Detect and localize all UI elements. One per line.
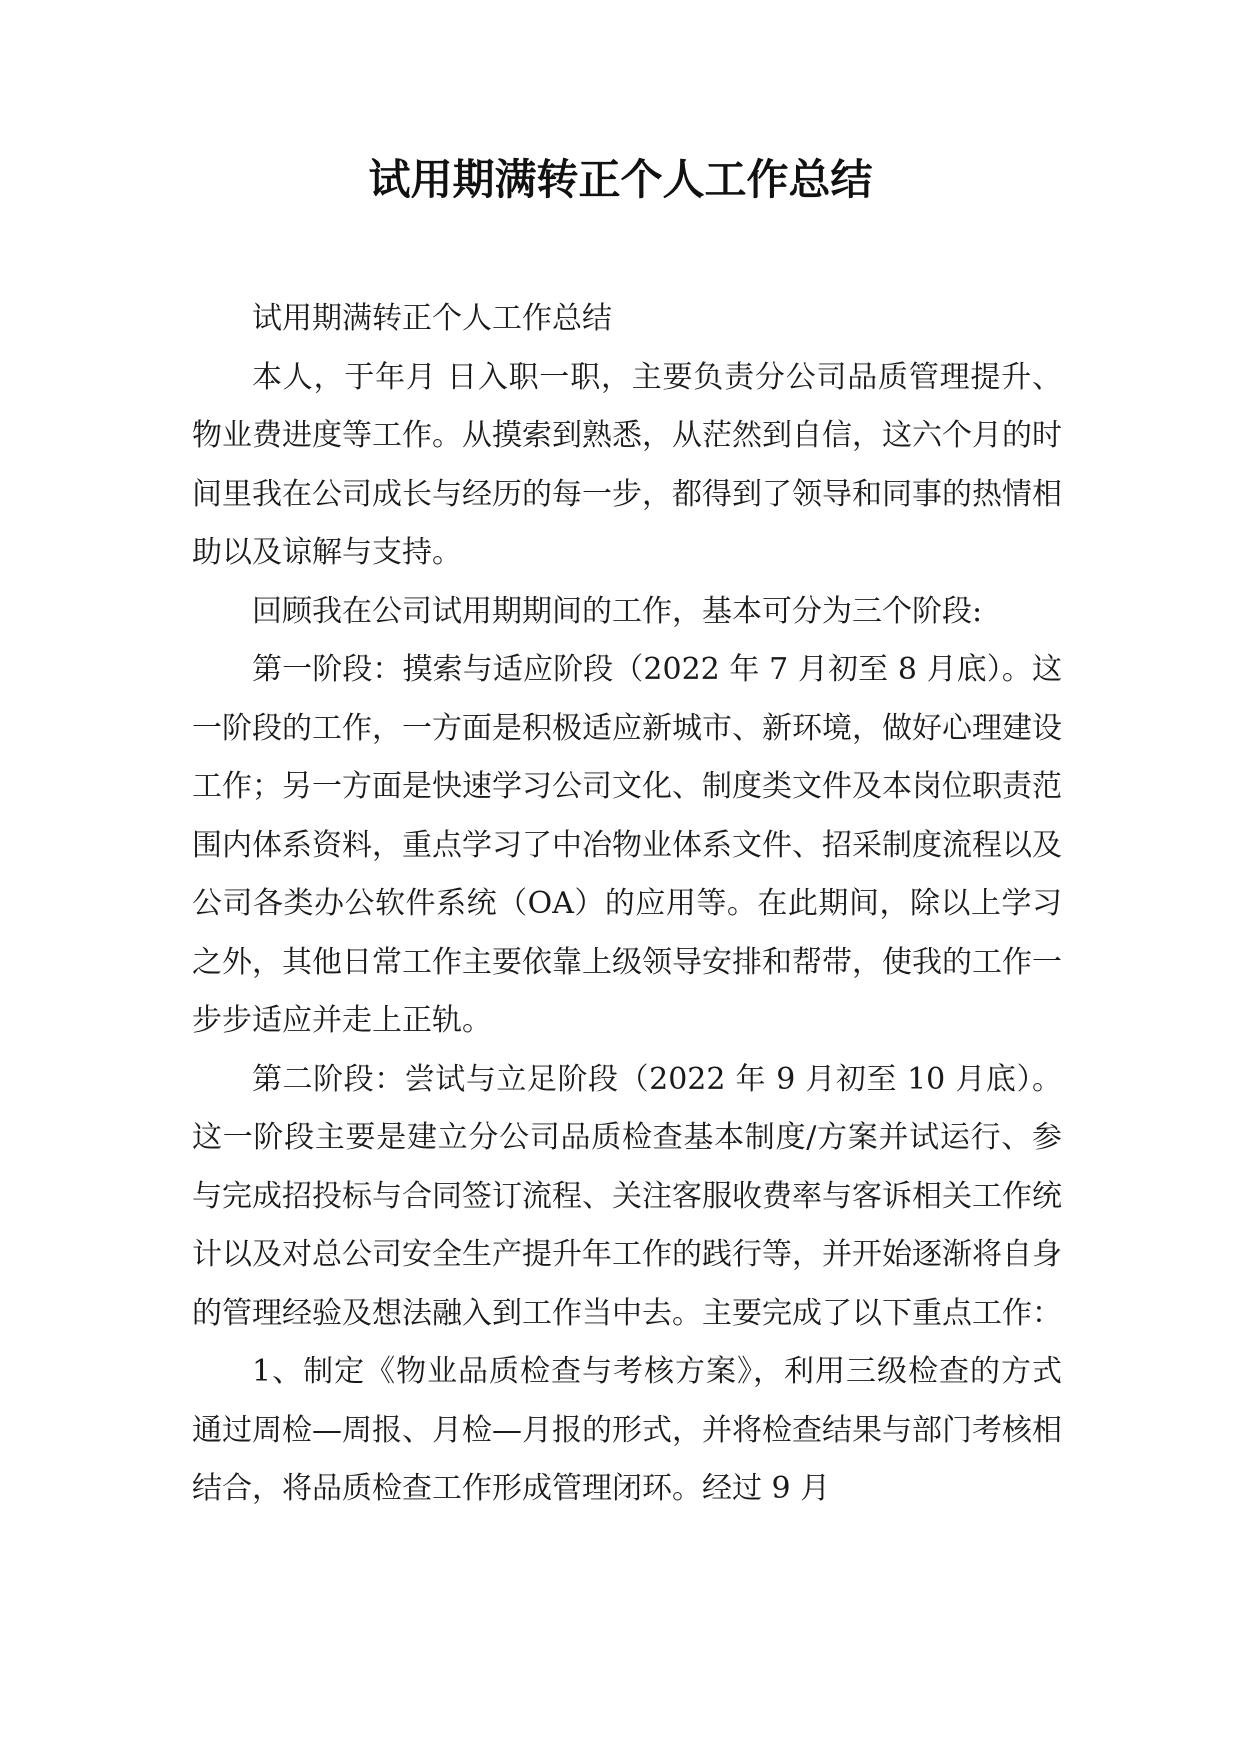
document-body [192, 290, 1062, 1519]
paragraph-heading-repeat: 试用期满转正个人工作总结 [252, 301, 612, 336]
paragraph-item-one: 1、制定《物业品质检查与考核方案》，利用三级检查的方式通过周检—周报、月检—月报的形式，并将检查结果与部门考核相结合，将品质检查工作形成管理闭环。经过 9 月 [192, 1354, 1062, 1506]
paragraph-review: 回顾我在公司试用期期间的工作，基本可分为三个阶段: [252, 593, 983, 629]
paragraph-stage-one: 第一阶段：摸索与适应阶段（2022 年 7 月初至 8 月底）。这一阶段的工作，一方面是积极适应新城市、新环境，做好心理建设工作；另一方面是快速学习公司文化、制度类文件及本岗位职责范围内体系资料，重点学习了中冶物业体系文件、招采制度流程以及公司各类办公软件系统（OA）的应用等。在此期间，除以上学习之外，其他日常工作主要依靠上级领导安排和帮带，使我的工作一步步适应并走上正轨。 [192, 652, 1062, 1038]
paragraph-intro: 本人，于年月 日入职一职，主要负责分公司品质管理提升、物业费进度等工作。从摸索到熟悉，从茫然到自信，这六个月的时间里我在公司成长与经历的每一步，都得到了领导和同事的热情相助以及谅解与支持。 [192, 359, 1062, 570]
document-title: 试用期满转正个人工作总结 [368, 155, 873, 204]
paragraph-stage-two: 第二阶段：尝试与立足阶段（2022 年 9 月初至 10 月底）。这一阶段主要是建立分公司品质检查基本制度/方案并试运行、参与完成招投标与合同签订流程、关注客服收费率与客诉相关工作统计以及对总公司安全生产提升年工作的践行等，并开始逐渐将自身的管理经验及想法融入到工作当中去。主要完成了以下重点工作： [192, 1061, 1062, 1331]
